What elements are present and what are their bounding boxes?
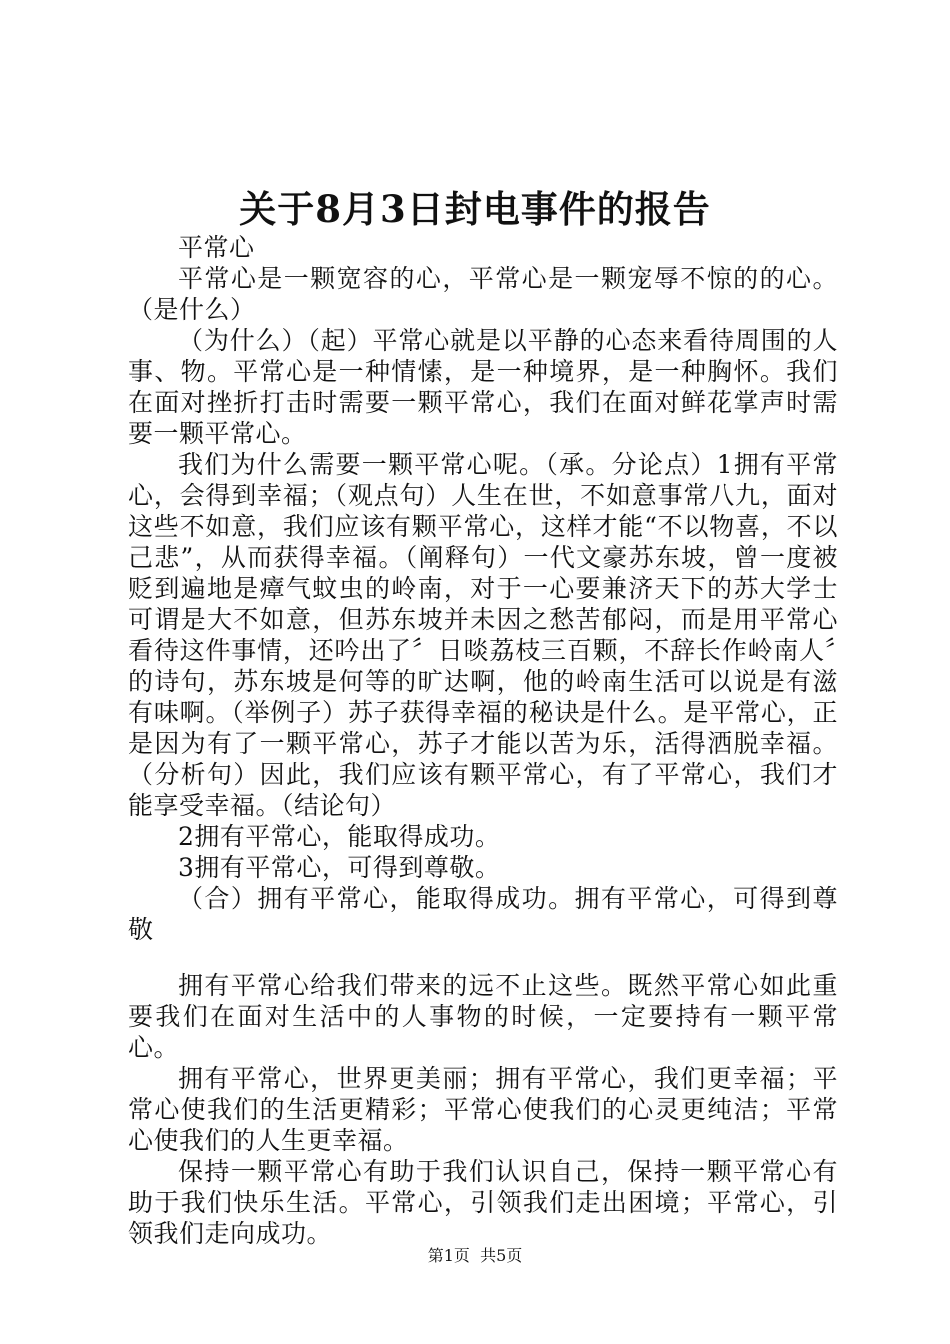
page-footer <box>0 1246 950 1266</box>
page-total: 共5页 <box>480 1246 523 1265</box>
paragraph: 3拥有平常心，可得到尊敬。 <box>178 853 501 882</box>
paragraph: 拥有平常心，世界更美丽；拥有平常心，我们更幸福；平常心使我们的生活更精彩；平常心使我们的心灵更纯洁；平常心使我们的人生更幸福。 <box>128 1064 838 1155</box>
page-number: 第1页 <box>427 1246 470 1265</box>
paragraph: 平常心是一颗宽容的心，平常心是一颗宠辱不惊的的心。（是什么） <box>128 264 838 324</box>
paragraph: 保持一颗平常心有助于我们认识自己，保持一颗平常心有助于我们快乐生活。平常心，引领我们走出困境；平常心，引领我们走向成功。 <box>128 1157 838 1248</box>
paragraph: 我们为什么需要一颗平常心呢。（承。分论点）1拥有平常心，会得到幸福；（观点句）人生在世，不如意事常八九，面对这些不如意，我们应该有颗平常心，这样才能“不以物喜，不以己悲”，从而获得幸福。（阐释句）一代文豪苏东坡，曾一度被贬到遍地是瘴气蚊虫的岭南，对于一心要兼济天下的苏大学士可谓是大不如意，但苏东坡并未因之愁苦郁闷，而是用平常心看待这件事情，还吟出了〞日啖荔枝三百颗，不辞长作岭南人〞的诗句，苏东坡是何等的旷达啊，他的岭南生活可以说是有滋有味啊。（举例子）苏子获得幸福的秘诀是什么。是平常心，正是因为有了一颗平常心，苏子才能以苦为乐，活得洒脱幸福。（分析句）因此，我们应该有颗平常心，有了平常心，我们才能享受幸福。（结论句） <box>128 450 838 820</box>
paragraph: 平常心 <box>178 233 255 262</box>
paragraph: 拥有平常心给我们带来的远不止这些。既然平常心如此重要我们在面对生活中的人事物的时候，一定要持有一颗平常心。 <box>128 971 838 1062</box>
document-body <box>128 232 838 1249</box>
paragraph: （合）拥有平常心，能取得成功。拥有平常心，可得到尊敬 <box>128 884 838 944</box>
document-title: 关于8月3日封电事件的报告 <box>239 187 711 231</box>
paragraph: （为什么）（起）平常心就是以平静的心态来看待周围的人事、物。平常心是一种情愫，是一种境界，是一种胸怀。我们在面对挫折打击时需要一颗平常心，我们在面对鲜花掌声时需要一颗平常心。 <box>128 326 838 448</box>
paragraph: 2拥有平常心，能取得成功。 <box>178 822 501 851</box>
